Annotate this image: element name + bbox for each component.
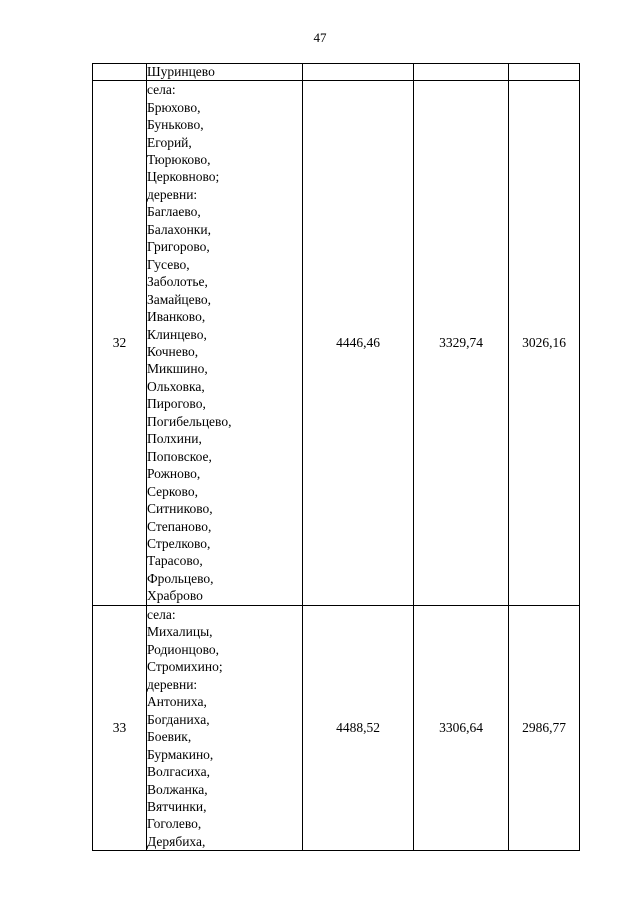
cell-value-1: 4446,46 [303,81,414,606]
settlement-name: Стромихино; [147,659,223,675]
settlement-name: Кочнево, [147,344,199,359]
cell-value-2: 3329,74 [414,81,509,606]
settlement-name: Волжанка, [147,781,208,797]
settlement-name: Степаново, [147,518,212,534]
settlement-name: Дерябиха, [147,833,206,849]
cell-value-2 [414,64,509,81]
settlement-name: Ситниково, [147,501,213,517]
page-number: 47 [313,30,327,45]
settlement-name: Баглаево, [147,204,201,220]
settlement-name: Храброво [147,588,203,604]
settlement-name: Бурмакино, [147,746,214,762]
settlement-name: Клинцево, [147,326,207,342]
settlement-name: Заболотье, [147,274,208,290]
cell-value-1: 4488,52 [303,606,414,851]
settlement-name: Полхини, [147,431,202,447]
settlement-name: Ольховка, [147,378,205,394]
settlement-name: Рожново, [147,466,201,482]
table-row-continuation [93,64,580,81]
settlement-name: Егорий, [147,134,192,150]
cell-number: 32 [93,81,147,606]
settlement-name: села: [147,82,176,98]
settlement-name: Боевик, [147,729,192,745]
settlement-name: Волгасиха, [147,764,210,780]
settlement-name: Михалицы, [147,624,213,640]
settlement-name: Антониха, [147,694,207,710]
settlement-name: деревни: [147,676,198,692]
settlement-name: Поповское, [147,448,212,464]
cell-settlement-list [147,81,303,606]
settlement-name: Гусево, [147,256,190,272]
settlement-name: Замайцево, [147,291,212,307]
cell-value-3 [509,64,580,81]
settlement-name: Григорово, [147,239,210,255]
settlement-name: Тарасово, [147,553,203,569]
settlement-name: Брюхово, [147,99,201,115]
settlement-name: Родионцово, [147,641,219,657]
settlement-name: Иванково, [147,309,206,325]
settlement-name: Гоголево, [147,816,202,832]
cell-value-3: 2986,77 [509,606,580,851]
settlement-name: Микшино, [147,361,208,377]
settlement-name: села: [147,607,176,622]
settlement-name: Тюрюково, [147,152,211,168]
settlement-name: Вятчинки, [147,798,207,814]
settlement-name: Пирогово, [147,396,206,412]
settlement-name: Буньково, [147,117,204,133]
cell-value-3: 3026,16 [509,81,580,606]
table-row [93,606,580,851]
cell-value-2: 3306,64 [414,606,509,851]
settlement-name: Балахонки, [147,221,211,237]
settlement-name: деревни: [147,186,198,202]
cell-number: 33 [93,606,147,851]
settlement-name: Церковново; [147,169,220,185]
settlements-table [92,63,580,851]
settlement-name: Фрольцево, [147,570,214,586]
cell-settlement-list [147,606,303,851]
settlement-name: Богданиха, [147,711,210,727]
cell-value-1 [303,64,414,81]
table-row [93,81,580,606]
settlement-name: Погибельцево, [147,413,232,429]
settlement-name: Серково, [147,483,198,499]
settlement-name: Стрелково, [147,535,211,551]
cell-settlement-name: Шуринцево [147,64,303,81]
cell-number [93,64,147,81]
